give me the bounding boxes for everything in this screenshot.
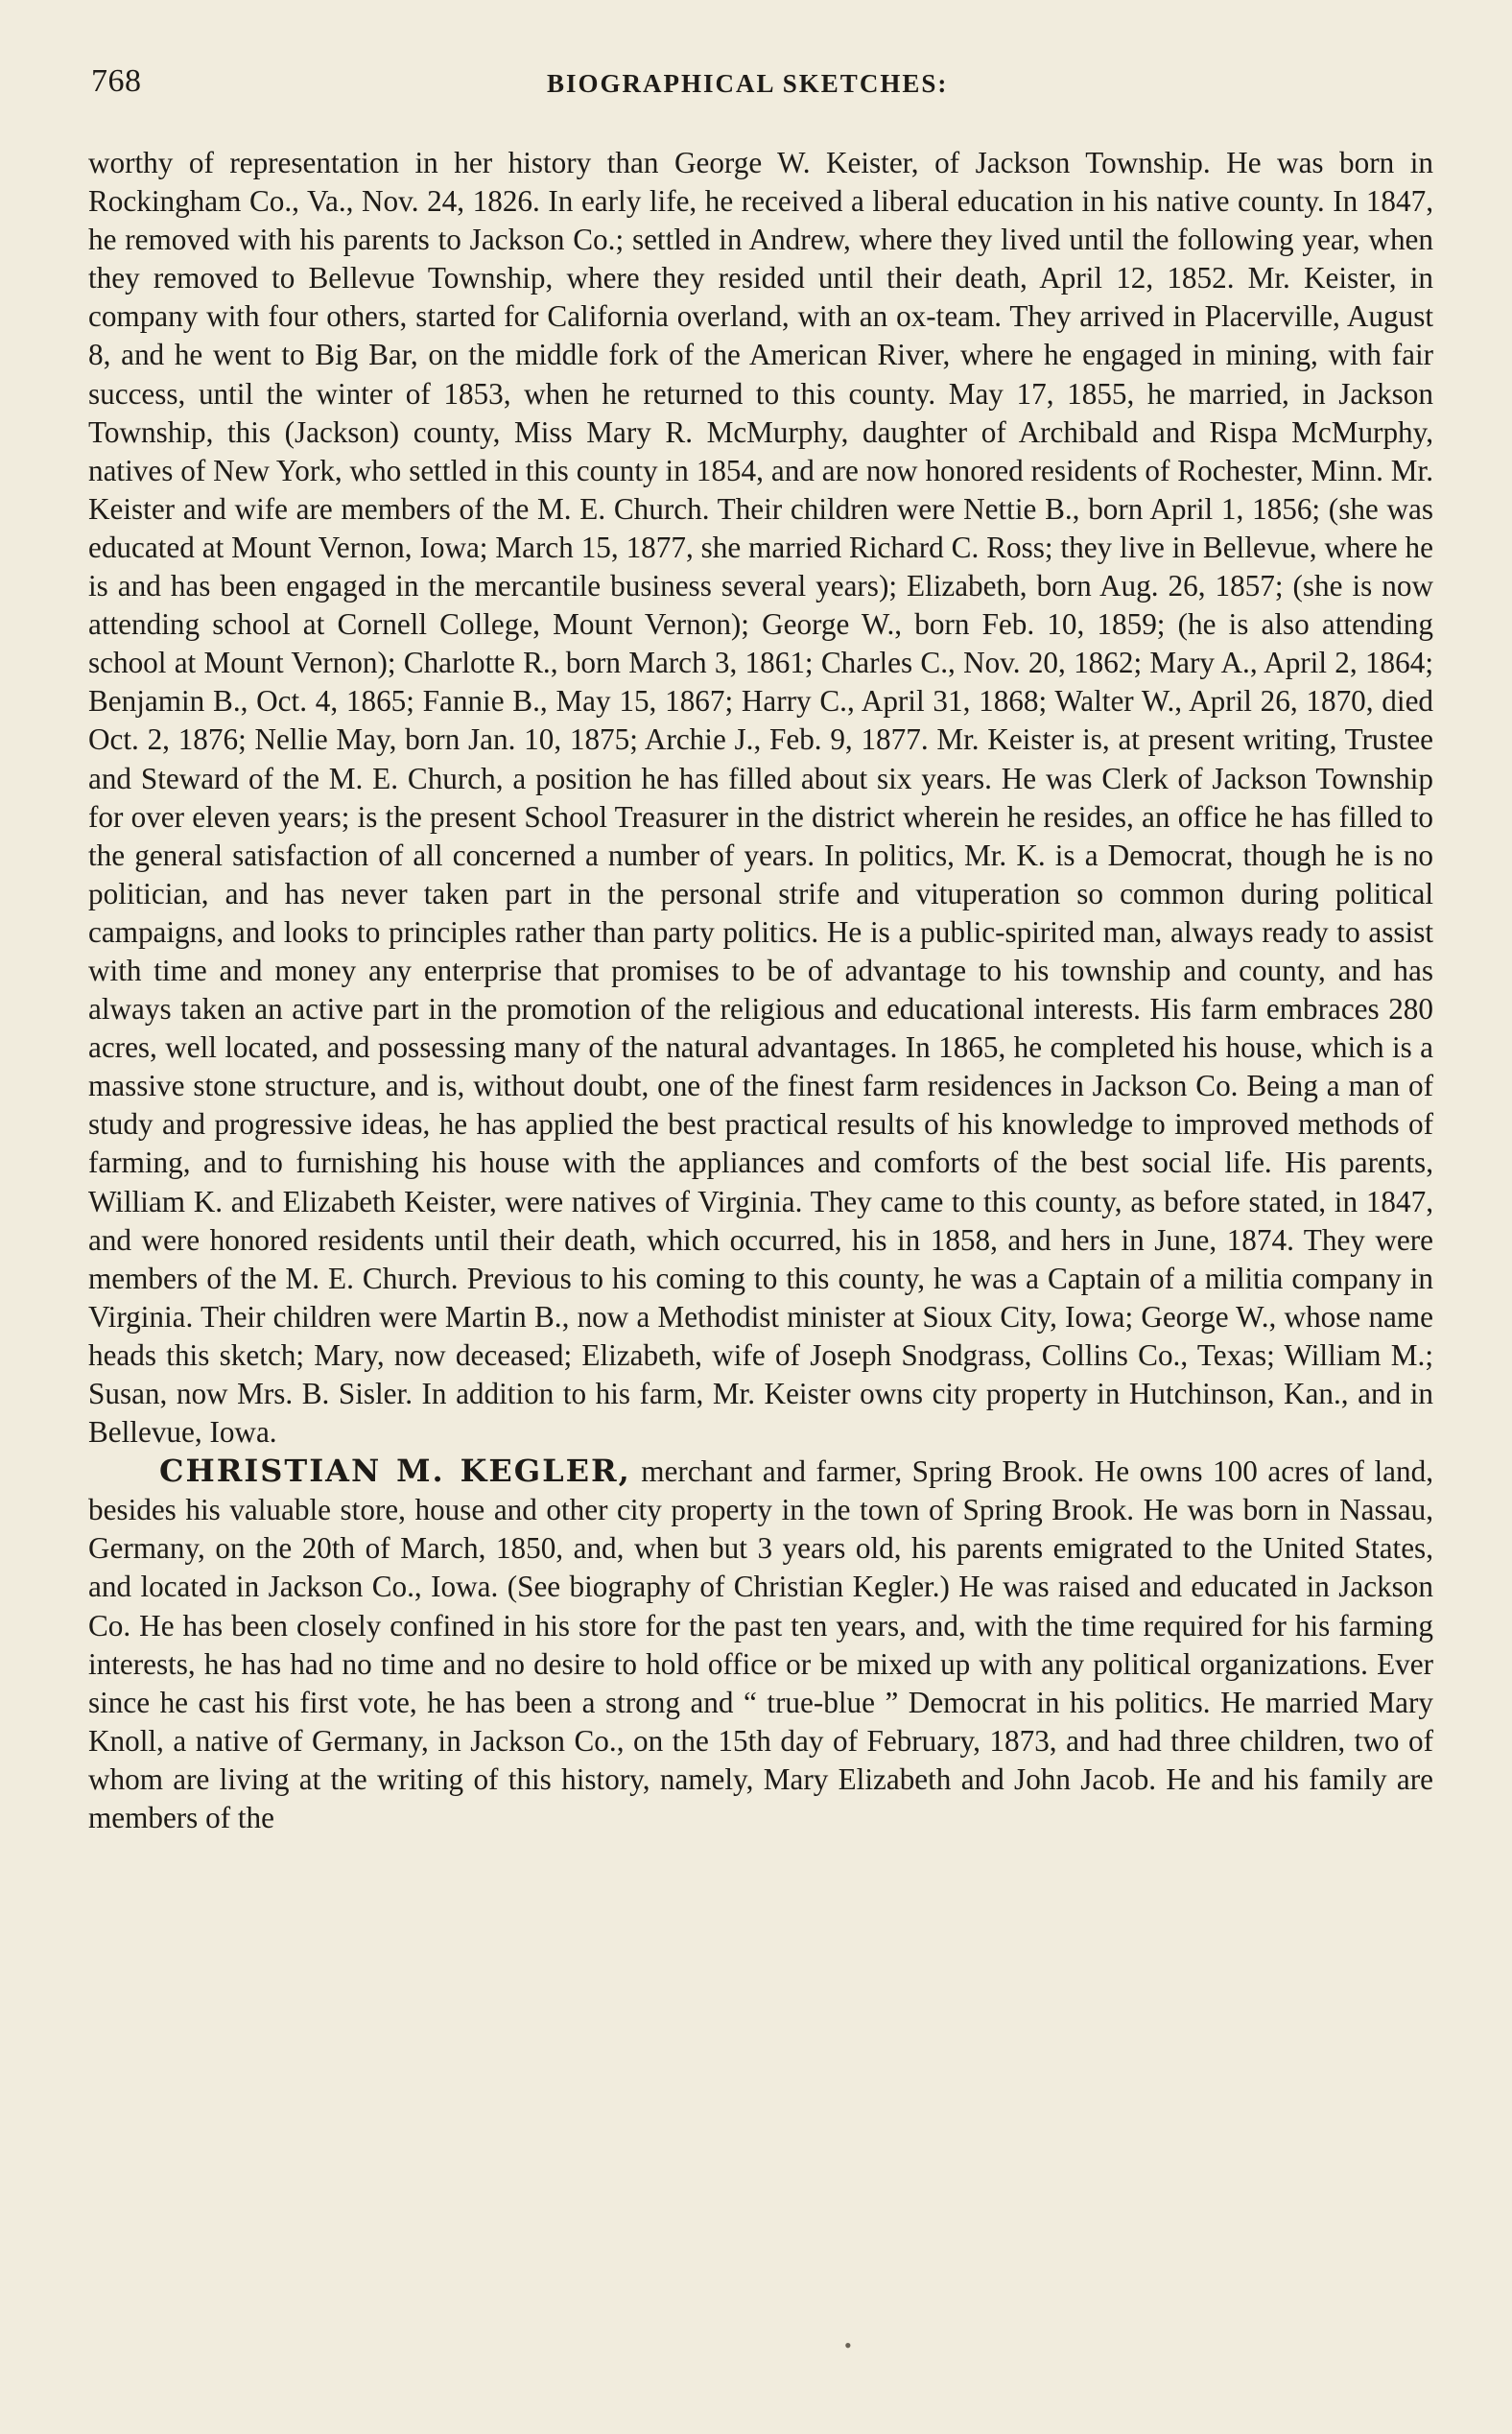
entry-text-kegler: merchant and farmer, Spring Brook. He owns 100 acres of land, besides his valuable store, house and other city property in the town of Spring Brook. He was born in Nassau, Germany, on the 20th of March, 1850, and, when but 3 years old, his parents emigrated to the United States, and located in Jackson Co., Iowa. (See biography of Christian Kegler.) He was raised and educated in Jackson Co. He has been closely confined in his store for the past ten years, and, with the time required for his farming interests, he has had no time and no desire to hold office or be mixed up with any political organizations. Ever since he cast his first vote, he has been a strong and “ true-blue ” Democrat in his politics. He married Mary Knoll, a native of Germany, in Jackson Co., on the 15th day of February, 1873, and had three children, two of whom are living at the writing of this history, namely, Mary Elizabeth and John Jacob. He and his family are members of the	[88, 1454, 1433, 1835]
entry-name-kegler: CHRISTIAN M. KEGLER,	[159, 1453, 631, 1490]
paragraph-kegler	[88, 1452, 1433, 1837]
paragraph-keister: worthy of representation in her history than George W. Keister, of Jackson Township. He was born in Rockingham Co., Va., Nov. 24, 1826. In early life, he received a liberal education in his native county. In 1847, he removed with his parents to Jackson Co.; settled in Andrew, where they lived until the following year, when they removed to Bellevue Township, where they resided until their death, April 12, 1852. Mr. Keister, in company with four others, started for California overland, with an ox-team. They arrived in Placerville, August 8, and he went to Big Bar, on the middle fork of the American River, where he engaged in mining, with fair success, until the winter of 1853, when he returned to this county. May 17, 1855, he married, in Jackson Township, this (Jackson) county, Miss Mary R. McMurphy, daughter of Archibald and Rispa McMurphy, natives of New York, who settled in this county in 1854, and are now honored residents of Rochester, Minn. Mr. Keister and wife are members of the M. E. Church. Their children were Nettie B., born April 1, 1856; (she was educated at Mount Vernon, Iowa; March 15, 1877, she married Richard C. Ross; they live in Bellevue, where he is and has been engaged in the mercantile business several years); Elizabeth, born Aug. 26, 1857; (she is now attending school at Cornell College, Mount Vernon); George W., born Feb. 10, 1859; (he is also attending school at Mount Vernon); Charlotte R., born March 3, 1861; Charles C., Nov. 20, 1862; Mary A., April 2, 1864; Benjamin B., Oct. 4, 1865; Fannie B., May 15, 1867; Harry C., April 31, 1868; Walter W., April 26, 1870, died Oct. 2, 1876; Nellie May, born Jan. 10, 1875; Archie J., Feb. 9, 1877. Mr. Keister is, at present writing, Trustee and Steward of the M. E. Church, a position he has filled about six years. He was Clerk of Jackson Township for over eleven years; is the present School Treasurer in the district wherein he resides, an office he has filled to the general satisfaction of all concerned a number of years. In politics, Mr. K. is a Democrat, though he is no politician, and has never taken part in the personal strife and vituperation so common during political campaigns, and looks to principles rather than party politics. He is a public-spirited man, always ready to assist with time and money any enterprise that promises to be of advantage to his township and county, and has always taken an active part in the promotion of the religious and educational interests. His farm embraces 280 acres, well located, and possessing many of the natural advantages. In 1865, he completed his house, which is a massive stone structure, and is, without doubt, one of the finest farm residences in Jackson Co. Being a man of study and progressive ideas, he has applied the best practical results of his knowledge to improved methods of farming, and to furnishing his house with the appliances and comforts of the best social life. His parents, William K. and Elizabeth Keister, were natives of Virginia. They came to this county, as before stated, in 1847, and were honored residents until their death, which occurred, his in 1858, and hers in June, 1874. They were members of the M. E. Church. Previous to his coming to this county, he was a Captain of a militia company in Virginia. Their children were Martin B., now a Methodist minister at Sioux City, Iowa; George W., whose name heads this sketch; Mary, now deceased; Elizabeth, wife of Joseph Snodgrass, Collins Co., Texas; William M.; Susan, now Mrs. B. Sisler. In addition to his farm, Mr. Keister owns city property in Hutchinson, Kan., and in Bellevue, Iowa.	[88, 146, 1433, 1450]
body-text	[88, 144, 1433, 1837]
page-header	[91, 63, 1434, 111]
page-number: 768	[91, 63, 142, 99]
footer-mark: •	[844, 2333, 852, 2357]
running-head: BIOGRAPHICAL SKETCHES:	[547, 69, 949, 98]
